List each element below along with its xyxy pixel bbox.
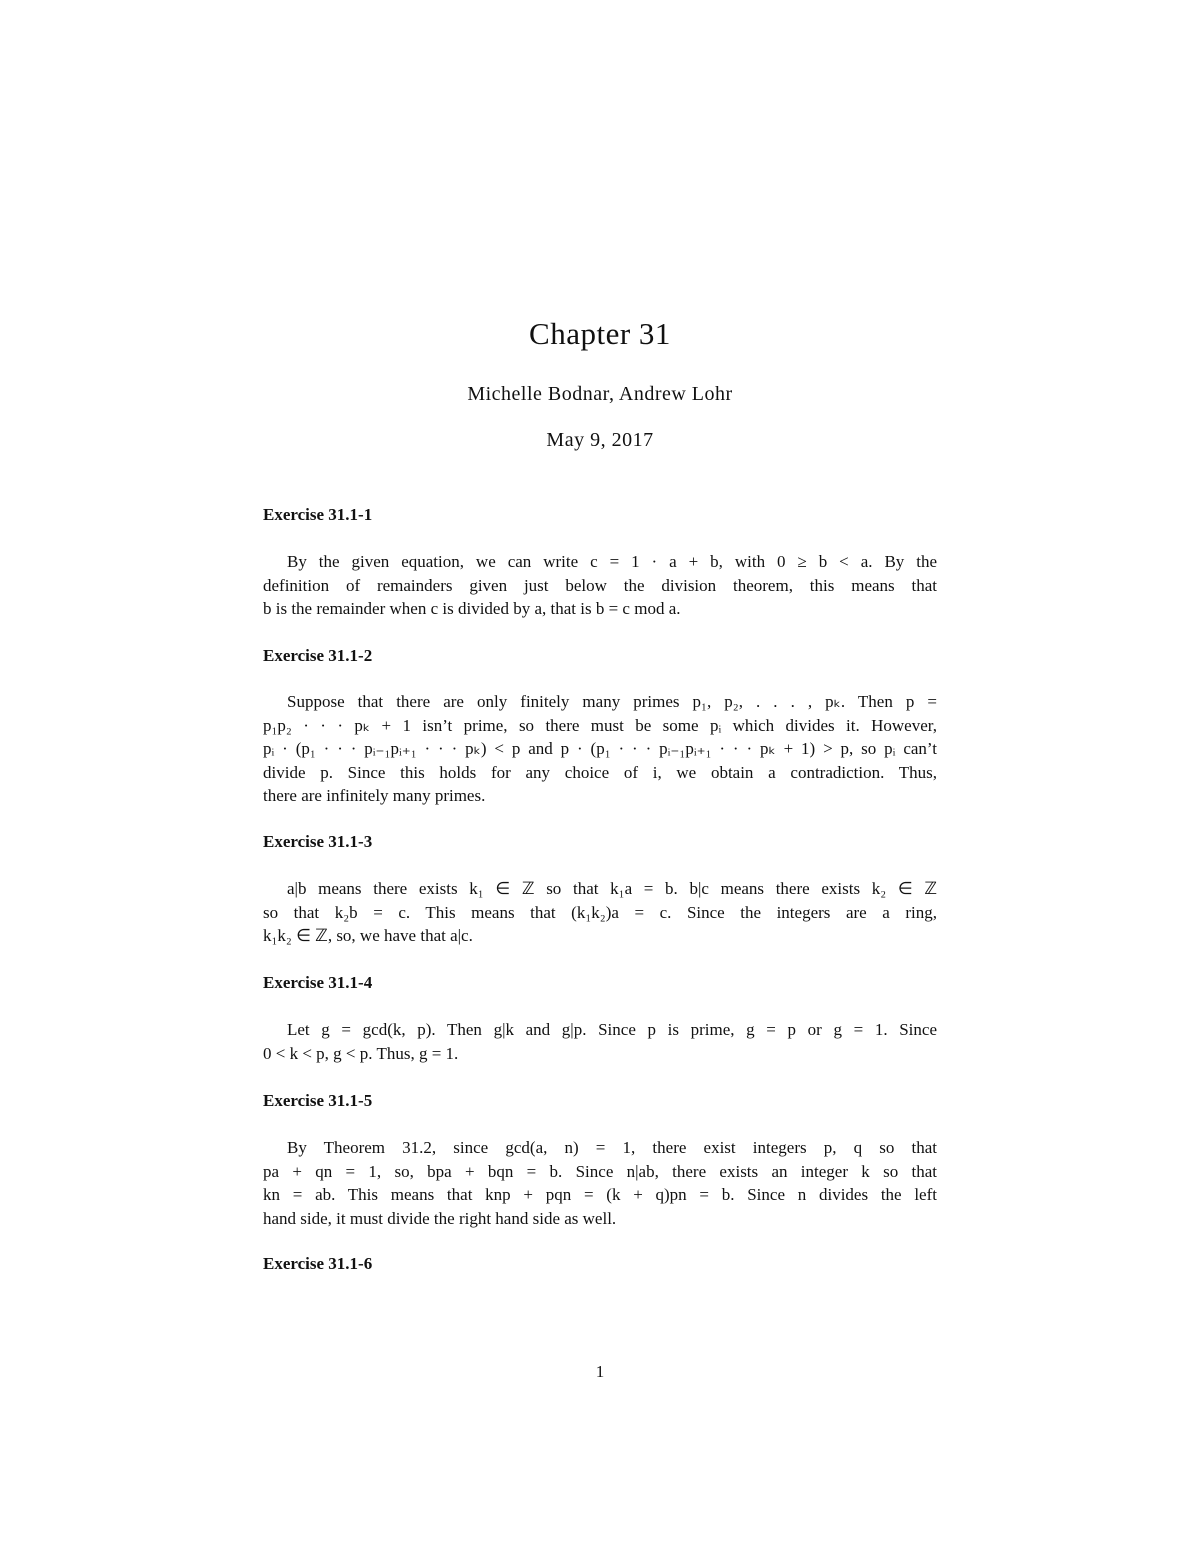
text-line: pa + qn = 1, so, bpa + bqn = b. Since n|ab, there exists an integer k so that bbox=[263, 1161, 937, 1181]
text-line: so that k₂b = c. This means that (k₁k₂)a = c. Since the integers are a ring, bbox=[263, 902, 937, 922]
text-line: there are infinitely many primes. bbox=[263, 786, 486, 805]
text-line: By Theorem 31.2, since gcd(a, n) = 1, there exist integers p, q so that bbox=[287, 1138, 937, 1157]
text-line: Suppose that there are only finitely many primes p₁, p₂, . . . , pₖ. Then p = bbox=[287, 692, 937, 711]
text-line: b is the remainder when c is divided by a, that is b = c mod a. bbox=[263, 599, 681, 618]
text-line: 0 < k < p, g < p. Thus, g = 1. bbox=[263, 1043, 459, 1063]
exercise-heading: Exercise 31.1-4 bbox=[263, 973, 373, 992]
text-line: hand side, it must divide the right hand side as well. bbox=[263, 1208, 617, 1228]
exercise-heading: Exercise 31.1-2 bbox=[263, 646, 373, 665]
exercise-body bbox=[263, 1018, 937, 1065]
authors: Michelle Bodnar, Andrew Lohr bbox=[467, 383, 733, 405]
chapter-title: Chapter 31 bbox=[529, 316, 671, 351]
exercise-body bbox=[263, 550, 937, 621]
text-line: Let g = gcd(k, p). Then g|k and g|p. Since p is prime, g = p or g = 1. Since bbox=[287, 1020, 937, 1039]
text-line: kn = ab. This means that knp + pqn = (k + q)pn = b. Since n divides the left bbox=[263, 1185, 937, 1204]
date: May 9, 2017 bbox=[546, 429, 654, 451]
text-line: p₁p₂ · · · pₖ + 1 isn’t prime, so there must be some pᵢ which divides it. However, bbox=[263, 715, 937, 735]
text-line: k₁k₂ ∈ ℤ, so, we have that a|c. bbox=[263, 926, 473, 945]
page-number: 1 bbox=[595, 1362, 605, 1381]
text-line: pᵢ · (p₁ · · · pᵢ₋₁pᵢ₊₁ · · · pₖ) < p and p · (p₁ · · · pᵢ₋₁pᵢ₊₁ · · · pₖ + 1) > p, so pᵢ can’t bbox=[263, 739, 937, 758]
exercise-body bbox=[263, 877, 937, 948]
exercise-heading: Exercise 31.1-5 bbox=[263, 1091, 373, 1110]
exercise-body bbox=[263, 1136, 937, 1230]
exercise-heading: Exercise 31.1-6 bbox=[263, 1254, 373, 1273]
exercise-heading: Exercise 31.1-3 bbox=[263, 832, 373, 851]
text-line: definition of remainders given just below the division theorem, this means that bbox=[263, 575, 937, 595]
exercise-body bbox=[263, 690, 937, 808]
text-line: a|b means there exists k₁ ∈ ℤ so that k₁a = b. b|c means there exists k₂ ∈ ℤ bbox=[287, 879, 937, 898]
text-line: By the given equation, we can write c = 1 · a + b, with 0 ≥ b < a. By the bbox=[287, 552, 937, 571]
exercise-heading: Exercise 31.1-1 bbox=[263, 505, 373, 524]
text-line: divide p. Since this holds for any choice of i, we obtain a contradiction. Thus, bbox=[263, 762, 937, 782]
